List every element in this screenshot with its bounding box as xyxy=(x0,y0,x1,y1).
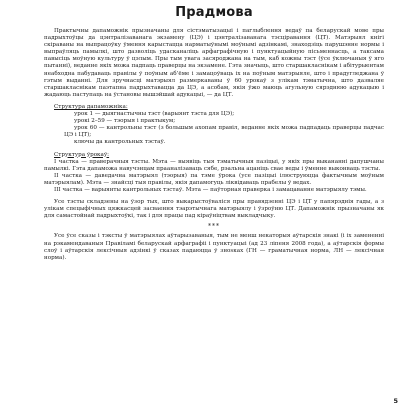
lesson-structure-heading: Структура ўрокаў: xyxy=(54,151,110,158)
intro-paragraph: Практычны дапаможнік прызначаны для сістэматызацыі і паглыблення ведаў па беларускай мове пры падрыхтоўцы да цэнтралізаванага экзамену (ЦЭ) і цэнтралізаванага тэсціравання (ЦТ). Матэрыял кнігі скіраваны на выпрацоўку ўмення карыстацца нарматыўнымі моўнымі адзінкамі, знаходзіць парушэнне нормы і выпраўляць памылкі, што дазволіць удасканаліць арфаграфічную і пунктуацыйную пісьменнасць, а таксама павысіць моўную культуру ў цэлым. Пры тым увага засяроджана на тым, каб кожны тэст (ўсе ўключаныя ў яго пытанні), веданне якіх можа падпаць праверцы на экзамене. Гэта значыць, што старшакласнікам і абітурыентам неабходна пабудаваць правілы ў поўным аб’ёме і замацоўваць іх на поўным матэрыяле, што і прадугледжана ў гэтым выданні. Для зручнасці матэрыял размеркаваны ў 60 урокаў з улікам тэматычна, што дазваляе старшакласнікам паэтапна падрыхтавацца да ЦЭ, а асобам, якія ўжо маюць агульную сярэднюю адукацыю і жадаюць паступаць на ўстановы вышэйшай адукацыі, — да ЦТ. xyxy=(44,28,384,98)
page-title: Прадмова xyxy=(175,5,253,20)
lesson-part-2: ІІ частка — даведачна матэрыял (тэорыя) па тэме ўрока (усе пазіцыі ілюструюцца фактычным моўным матэрыялам). Мэта — знайсці тыя правілы, якія дапамогуць ліквідаваць прабелы ў ведах. xyxy=(44,172,384,186)
structure-item: ключы да кантрольных тэстаў. xyxy=(74,139,166,146)
structure-heading: Структура дапаможніка: xyxy=(54,103,128,110)
lesson-part-3: ІІІ частка — варыянты кантрольных тэстаў. Мэта — паўторная праверка і замацаванне матэрыялу тэмы. xyxy=(54,186,367,193)
page-number: 5 xyxy=(393,397,398,405)
structure-item: урок 1 — дыягнастычны тэст (варыянт тэста для ЦЭ); xyxy=(74,111,235,118)
lesson-part-1: І частка — праверачныя тэсты. Мэта — выявіць тыя тэматычныя пазіцыі, у якіх пры выкананні дапушчаны памылкі. Гэта дапаможа навучэнцам прааналізаваць сябе, рэальна ацаніць свае веды і ўменне выконваць тэсты. xyxy=(44,158,384,172)
structure-item: урокі 2–59 — тэорыя і практыкум; xyxy=(74,118,176,125)
closing-paragraph: Усе ўсе сказы і тэксты ў матэрыялах аўтарызаваныя, тым не менш некаторыя аўтарскія знакі (і іх замененні на рэкамендаваныя Правіламі беларускай арфаграфіі і пунктуацыі (ад 23 ліпеня 2008 года), а аўтарскія формы слоў і аўтарскія лексічныя адзінкі ў сказах падаюцца ў знosках (ГН — граматычная норма, ЛН — лексічная норма). xyxy=(44,233,384,261)
tests-info-paragraph: Усе тэсты складзены на ўзор тых, што выкарыстоўваліся пры правядзенні ЦЭ і ЦТ у папярэднія гады, а з улікам спецыфічных цяжкасцей засваення тэарэтычнага матэрыялу і ўзроўню ЦТ. Дапаможнік прызначаны як для самастойнай падрыхтоўкі, так і для працы пад кіраўніцтвам выкладчыку. xyxy=(44,199,384,220)
structure-item: урок 60 — кантрольны тэст (з большым ахопам правіл, веданне якіх можа падпадаць праверцы падчас ЦЭ і ЦТ); xyxy=(64,125,384,139)
section-separator: *** xyxy=(208,223,220,231)
body-text xyxy=(44,28,384,262)
